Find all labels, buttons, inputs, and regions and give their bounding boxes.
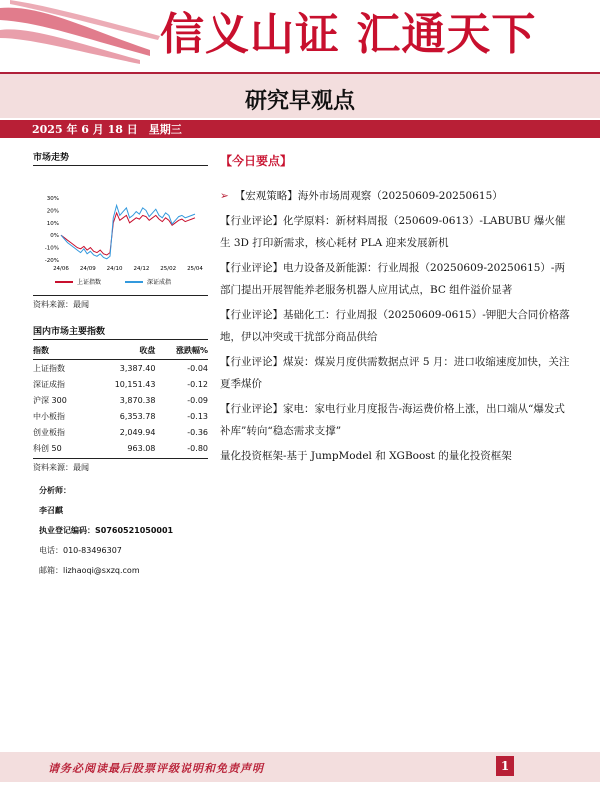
footer-disclaimer: 请务必阅读最后股票评级说明和免责声明 <box>48 762 264 775</box>
highlights-title: 【今日要点】 <box>220 154 293 168</box>
table-row <box>33 360 208 377</box>
highlight-item: ➢ 【宏观策略】海外市场周观察（20250609-20250615） <box>220 190 503 202</box>
table-row <box>33 408 208 424</box>
col-header-index: 指数 <box>33 346 49 355</box>
index-name: 科创 50 <box>33 443 62 453</box>
analyst-email: 邮箱：lizhaoqi@sxzq.com <box>39 566 140 575</box>
divider <box>33 295 208 296</box>
report-date: 2025 年 6 月 18 日 星期三 <box>32 123 182 136</box>
highlight-item: 【行业评论】家电：家电行业月度报告-海运费价格上涨，出口端从“爆发式补库”转向“稳态需求支撑” <box>220 402 565 437</box>
table-header-row <box>33 342 208 360</box>
y-tick-label: 30% <box>46 196 59 202</box>
series-line-0 <box>61 213 195 255</box>
divider <box>33 165 208 166</box>
indices-title: 国内市场主要指数 <box>33 327 106 337</box>
table-row <box>33 424 208 440</box>
index-close: 6,353.78 <box>119 411 156 421</box>
series-line-1 <box>61 205 195 258</box>
x-tick-label: 24/09 <box>79 266 96 272</box>
slogan: 信义山证 汇通天下 <box>160 9 537 60</box>
x-tick-label: 24/12 <box>133 266 150 272</box>
legend-label: 深证成指 <box>147 279 172 286</box>
highlight-item: 【行业评论】化学原料：新材料周报（250609-0613）-LABUBU 爆火催生 3D 打印新需求，核心耗材 PLA 迎来发展新机 <box>220 214 566 249</box>
arrow-icon: ➢ <box>220 190 229 202</box>
x-tick-label: 25/02 <box>160 266 177 272</box>
report-title: 研究早观点 <box>244 89 355 114</box>
y-tick-label: -10% <box>44 245 59 252</box>
x-tick-label: 24/06 <box>53 266 69 272</box>
index-change: -0.12 <box>187 379 208 389</box>
col-header-close: 收盘 <box>139 346 156 355</box>
index-name: 创业板指 <box>33 427 65 437</box>
analyst-label: 分析师： <box>39 486 71 495</box>
index-close: 2,049.94 <box>119 427 156 437</box>
right-column <box>220 152 572 467</box>
analyst-name: 李召麒 <box>39 506 63 515</box>
market-chart-svg <box>33 168 208 293</box>
index-change: -0.36 <box>187 427 208 437</box>
analyst-phone: 电话：010-83496307 <box>39 546 122 555</box>
index-change: -0.13 <box>187 411 208 421</box>
left-column <box>33 150 208 581</box>
index-close: 10,151.43 <box>114 379 156 389</box>
legend-label: 上证指数 <box>77 279 102 286</box>
table-row <box>33 392 208 408</box>
index-change: -0.09 <box>187 395 208 405</box>
y-tick-label: 20% <box>46 208 59 215</box>
page-number: 1 <box>496 756 514 776</box>
index-name: 上证指数 <box>33 363 65 373</box>
chart-source: 资料来源：最闻 <box>33 300 89 309</box>
index-name: 沪深 300 <box>33 395 67 405</box>
index-name: 中小板指 <box>33 411 65 421</box>
x-tick-label: 24/10 <box>106 266 123 272</box>
table-source: 资料来源：最闻 <box>33 463 89 472</box>
y-tick-label: -20% <box>44 258 59 264</box>
y-tick-label: 10% <box>46 220 59 227</box>
table-row <box>33 440 208 456</box>
highlight-item: 【行业评论】电力设备及新能源：行业周报（20250609-20250615）-两部门提出开展智能养老服务机器人应用试点，BC 组件溢价显著 <box>220 261 565 296</box>
y-tick-label: 0% <box>50 233 59 240</box>
indices-table <box>33 342 208 456</box>
header-banner <box>0 0 600 72</box>
index-change: -0.04 <box>187 363 208 373</box>
col-header-change: 涨跌幅% <box>175 346 208 355</box>
highlight-item: 量化投资框架-基于 JumpModel 和 XGBoost 的量化投资框架 <box>220 449 512 462</box>
index-change: -0.80 <box>187 443 208 453</box>
index-close: 3,387.40 <box>119 363 156 373</box>
table-row <box>33 376 208 392</box>
highlight-item: 【行业评论】煤炭：煤炭月度供需数据点评 5 月：进口收缩速度加快，关注夏季煤价 <box>220 355 570 390</box>
analyst-cert: 执业登记编码：S0760521050001 <box>39 526 174 535</box>
market-chart <box>33 168 208 293</box>
index-close: 963.08 <box>127 443 156 453</box>
analyst-block <box>39 481 208 581</box>
highlight-item: 【行业评论】基础化工：行业周报（20250609-0615）-钾肥大合同价格落地，伊以冲突或干扰部分商品供给 <box>220 308 570 343</box>
market-title: 市场走势 <box>33 153 70 163</box>
x-tick-label: 25/04 <box>187 266 203 272</box>
divider <box>33 339 208 340</box>
divider <box>33 458 208 459</box>
index-name: 深证成指 <box>33 379 65 389</box>
index-close: 3,870.38 <box>119 395 156 405</box>
